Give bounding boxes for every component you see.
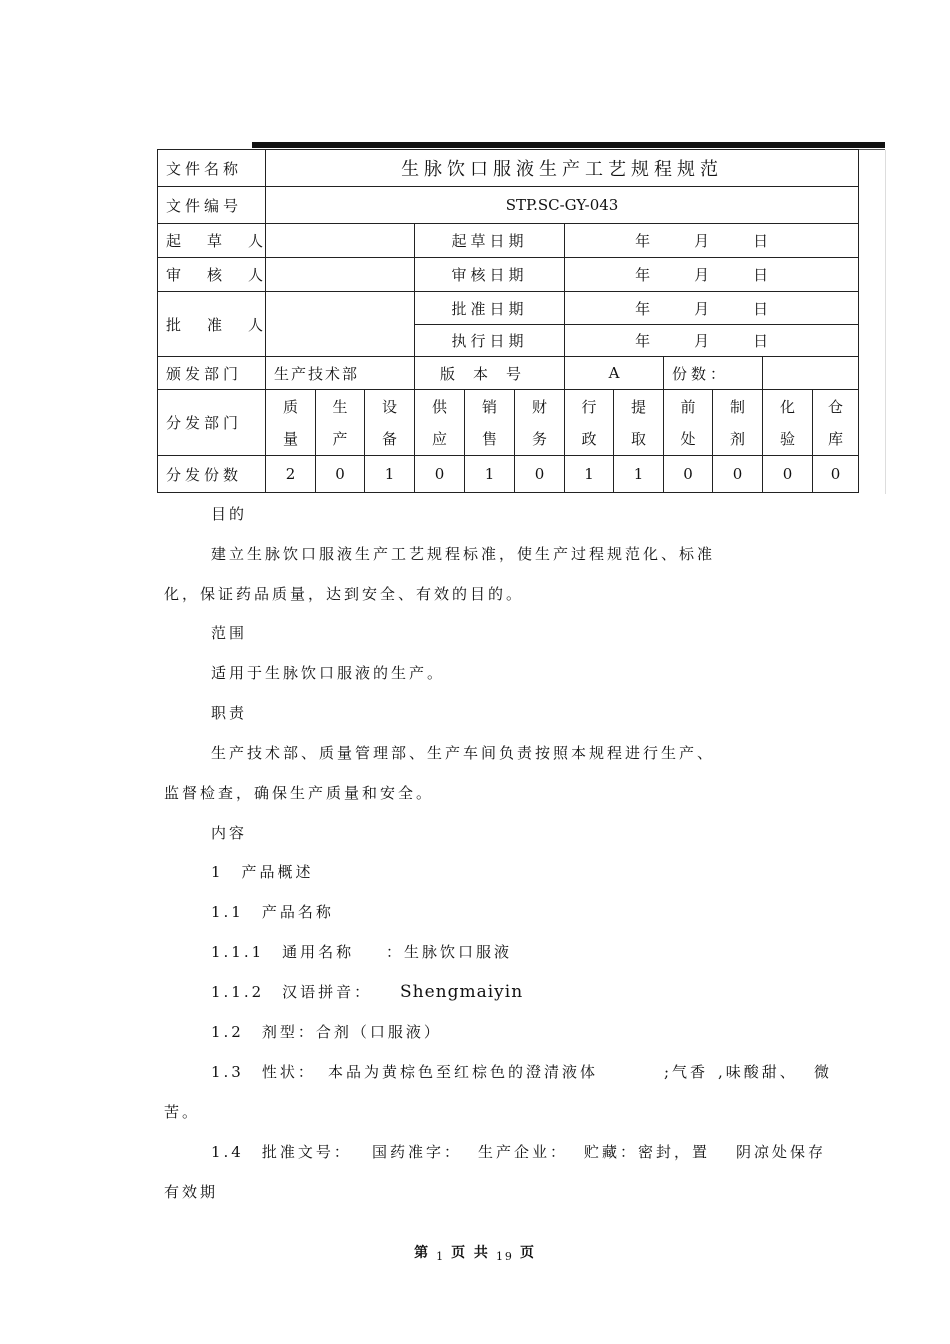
distribution-dept-7: [614, 390, 664, 456]
row-approver: [158, 292, 859, 325]
item-1-3-desc: 本品为黄棕色至红棕色的澄清液体: [328, 1063, 599, 1081]
review-date-value: 年月日: [565, 258, 859, 292]
distribution-dept-6: [565, 390, 614, 456]
row-doc-name: [158, 150, 859, 187]
distribution-dept-char: 设: [381, 397, 397, 416]
footer-total-pages: 19: [495, 1250, 514, 1263]
distribution-label: 分发部门: [158, 390, 266, 456]
distribution-dept-9: [713, 390, 763, 456]
footer-suffix: 页: [519, 1245, 536, 1261]
item-1-4-expiry: 有效期: [164, 1183, 219, 1201]
distribution-dept-char: 应: [431, 429, 447, 448]
item-1: 1 产品概述: [211, 863, 314, 881]
distribution-dept-char: 备: [381, 429, 397, 448]
distribution-dept-3: [415, 390, 465, 456]
item-1-1-1-value: ：生脉饮口服液: [386, 943, 513, 961]
distribution-dept-char: 售: [481, 429, 497, 448]
purpose-line-2: 化，保证药品质量，达到安全、有效的目的。: [164, 585, 525, 603]
copies-value: [763, 357, 859, 390]
copies-count-10: 0: [763, 456, 813, 493]
exec-date-label: 执行日期: [415, 325, 565, 357]
item-1-3-label: 1.3 性状：: [211, 1063, 316, 1081]
distribution-dept-1: [316, 390, 365, 456]
distribution-dept-10: [763, 390, 813, 456]
item-1-4-storage: 贮藏：密封，置: [584, 1143, 711, 1161]
draft-date-label: 起草日期: [415, 224, 565, 258]
review-date-label: 审核日期: [415, 258, 565, 292]
item-1-1-2-value: Shengmaiyin: [400, 982, 524, 1002]
copies-count-1: 0: [316, 456, 365, 493]
distribution-dept-char: 生: [332, 397, 348, 416]
distribution-dept-char: 政: [581, 429, 597, 448]
document-control-table: [157, 149, 859, 493]
item-1-4-maker: 生产企业：: [478, 1143, 569, 1161]
duty-line-2: 监督检查，确保生产质量和安全。: [164, 784, 435, 802]
copies-count-11: 0: [813, 456, 859, 493]
issuing-dept-label: 颁发部门: [158, 357, 266, 390]
copies-count-5: 0: [515, 456, 565, 493]
approve-date-value: 年月日: [565, 292, 859, 325]
distribution-dept-char: 前: [680, 397, 696, 416]
section-duty-heading: 职责: [211, 704, 248, 722]
doc-code-value: STP.SC-GY-043: [266, 187, 859, 224]
distribution-dept-char: 剂: [729, 429, 745, 448]
distribution-dept-char: 制: [729, 397, 745, 416]
scope-line-1: 适用于生脉饮口服液的生产。: [211, 664, 446, 682]
page-footer: [0, 1242, 950, 1262]
section-purpose-heading: 目的: [211, 505, 248, 523]
distribution-dept-char: 验: [779, 429, 795, 448]
approve-date-label: 批准日期: [415, 292, 565, 325]
copies-count-label: 分发份数: [158, 456, 266, 493]
item-1-1-2-label: 1.1.2 汉语拼音：: [211, 983, 373, 1001]
duty-line-1: 生产技术部、质量管理部、生产车间负责按照本规程进行生产、: [211, 744, 716, 762]
distribution-dept-char: 取: [630, 429, 646, 448]
copies-count-8: 0: [664, 456, 713, 493]
purpose-line-1: 建立生脉饮口服液生产工艺规程标准，使生产过程规范化、标准: [211, 545, 716, 563]
distribution-dept-4: [465, 390, 515, 456]
distribution-dept-char: 量: [282, 429, 298, 448]
item-1-4-label: 1.4 批准文号：: [211, 1143, 352, 1161]
distribution-dept-char: 财: [531, 397, 547, 416]
item-1-1-1-label: 1.1.1 通用名称: [211, 943, 355, 961]
reviewer-label: 审核人: [158, 258, 266, 292]
footer-middle: 页 共: [451, 1245, 490, 1261]
item-1-3-bitter: 苦。: [164, 1103, 201, 1121]
drafter-label: 起草人: [158, 224, 266, 258]
revision-label: 版本号: [415, 357, 565, 390]
distribution-dept-char: 提: [630, 397, 646, 416]
distribution-dept-char: 处: [680, 429, 696, 448]
doc-code-label: 文件编号: [158, 187, 266, 224]
row-copies: [158, 456, 859, 493]
distribution-dept-char: 库: [828, 429, 844, 448]
copies-label: 份数：: [664, 357, 763, 390]
item-1-2: 1.2 剂型：合剂（口服液）: [211, 1023, 442, 1041]
distribution-dept-char: 产: [332, 429, 348, 448]
copies-count-6: 1: [565, 456, 614, 493]
distribution-dept-2: [365, 390, 415, 456]
copies-count-3: 0: [415, 456, 465, 493]
section-content-heading: 内容: [211, 824, 248, 842]
item-1-3-slight: 微: [814, 1063, 833, 1081]
item-1-3-taste: ,味酸甜、: [718, 1063, 798, 1081]
distribution-dept-char: 供: [431, 397, 447, 416]
item-1-4-approval: 国药准字：: [372, 1143, 463, 1161]
item-1-3-smell: ;气香: [664, 1063, 709, 1081]
header-rule-thick: [252, 142, 885, 148]
right-margin-line: [885, 150, 886, 494]
footer-prefix: 第: [414, 1245, 431, 1261]
exec-date-value: 年月日: [565, 325, 859, 357]
distribution-dept-char: 行: [581, 397, 597, 416]
approver-label: 批准人: [158, 292, 266, 357]
revision-value: A: [565, 357, 664, 390]
distribution-dept-8: [664, 390, 713, 456]
item-1-1: 1.1 产品名称: [211, 903, 334, 921]
distribution-dept-char: 仓: [828, 397, 844, 416]
distribution-dept-char: 质: [282, 397, 298, 416]
distribution-dept-0: [266, 390, 316, 456]
copies-count-9: 0: [713, 456, 763, 493]
row-reviewer: [158, 258, 859, 292]
row-distribution: [158, 390, 859, 456]
distribution-dept-char: 销: [481, 397, 497, 416]
distribution-dept-char: 务: [531, 429, 547, 448]
copies-count-7: 1: [614, 456, 664, 493]
item-1-4-cool: 阴凉处保存: [736, 1143, 827, 1161]
row-drafter: [158, 224, 859, 258]
distribution-dept-11: [813, 390, 859, 456]
distribution-dept-5: [515, 390, 565, 456]
section-scope-heading: 范围: [211, 624, 248, 642]
draft-date-value: 年月日: [565, 224, 859, 258]
doc-name-label: 文件名称: [158, 150, 266, 187]
copies-count-0: 2: [266, 456, 316, 493]
doc-name-value: 生脉饮口服液生产工艺规程规范: [266, 150, 859, 187]
row-dept: [158, 357, 859, 390]
issuing-dept-value: 生产技术部: [266, 357, 415, 390]
copies-count-2: 1: [365, 456, 415, 493]
footer-page-number: 1: [436, 1250, 446, 1263]
row-doc-code: [158, 187, 859, 224]
copies-count-4: 1: [465, 456, 515, 493]
distribution-dept-char: 化: [779, 397, 795, 416]
